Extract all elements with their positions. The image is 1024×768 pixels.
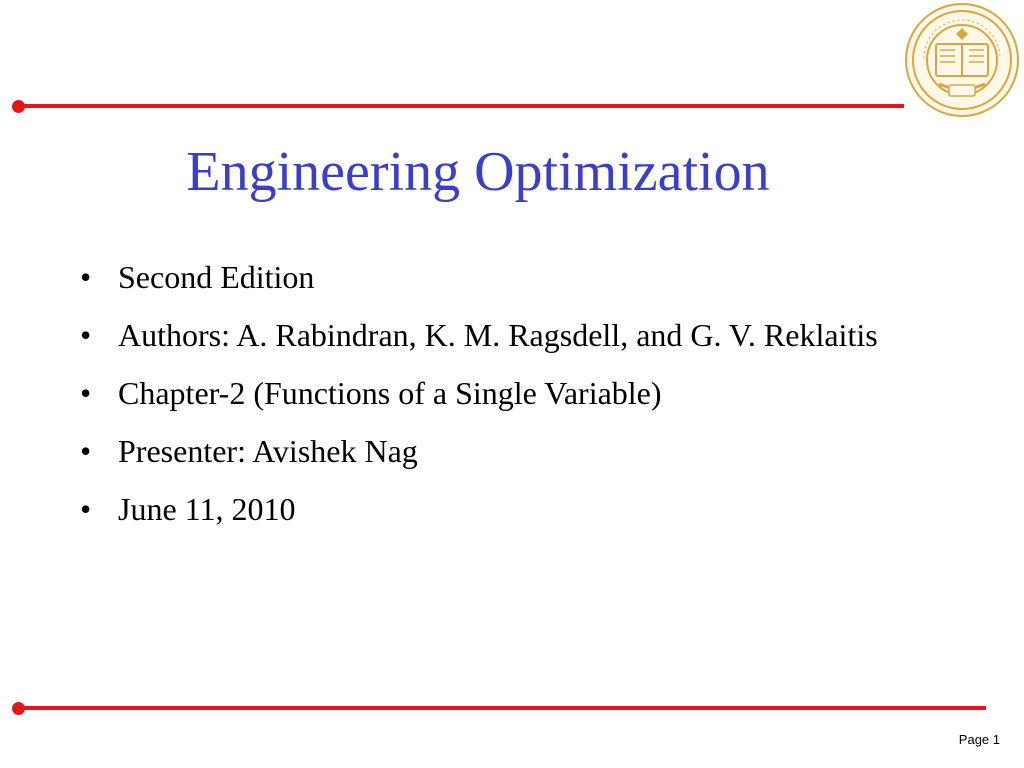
slide-title: Engineering Optimization: [186, 141, 770, 203]
slide-bullet-list: [80, 256, 950, 546]
bullet-text: Authors: A. Rabindran, K. M. Ragsdell, and G. V. Reklaitis: [118, 317, 878, 353]
university-seal-logo: [904, 2, 1020, 118]
bottom-rule: [18, 706, 986, 710]
bullet-marker: •: [80, 433, 92, 469]
top-rule: [18, 104, 904, 108]
bullet-marker: •: [80, 491, 92, 527]
bullet-text: Chapter-2 (Functions of a Single Variable): [118, 375, 662, 411]
bullet-marker: •: [80, 259, 92, 295]
bullet-text: Presenter: Avishek Nag: [118, 433, 418, 469]
bullet-marker: •: [80, 317, 92, 353]
bullet-item: [80, 314, 950, 356]
bullet-text: Second Edition: [118, 259, 315, 295]
bullet-marker: •: [80, 375, 92, 411]
bullet-item: [80, 372, 950, 414]
bullet-item: [80, 430, 950, 472]
page-number: Page 1: [958, 732, 1000, 747]
bullet-item: [80, 488, 950, 530]
bullet-item: [80, 256, 950, 298]
bullet-text: June 11, 2010: [118, 491, 296, 527]
